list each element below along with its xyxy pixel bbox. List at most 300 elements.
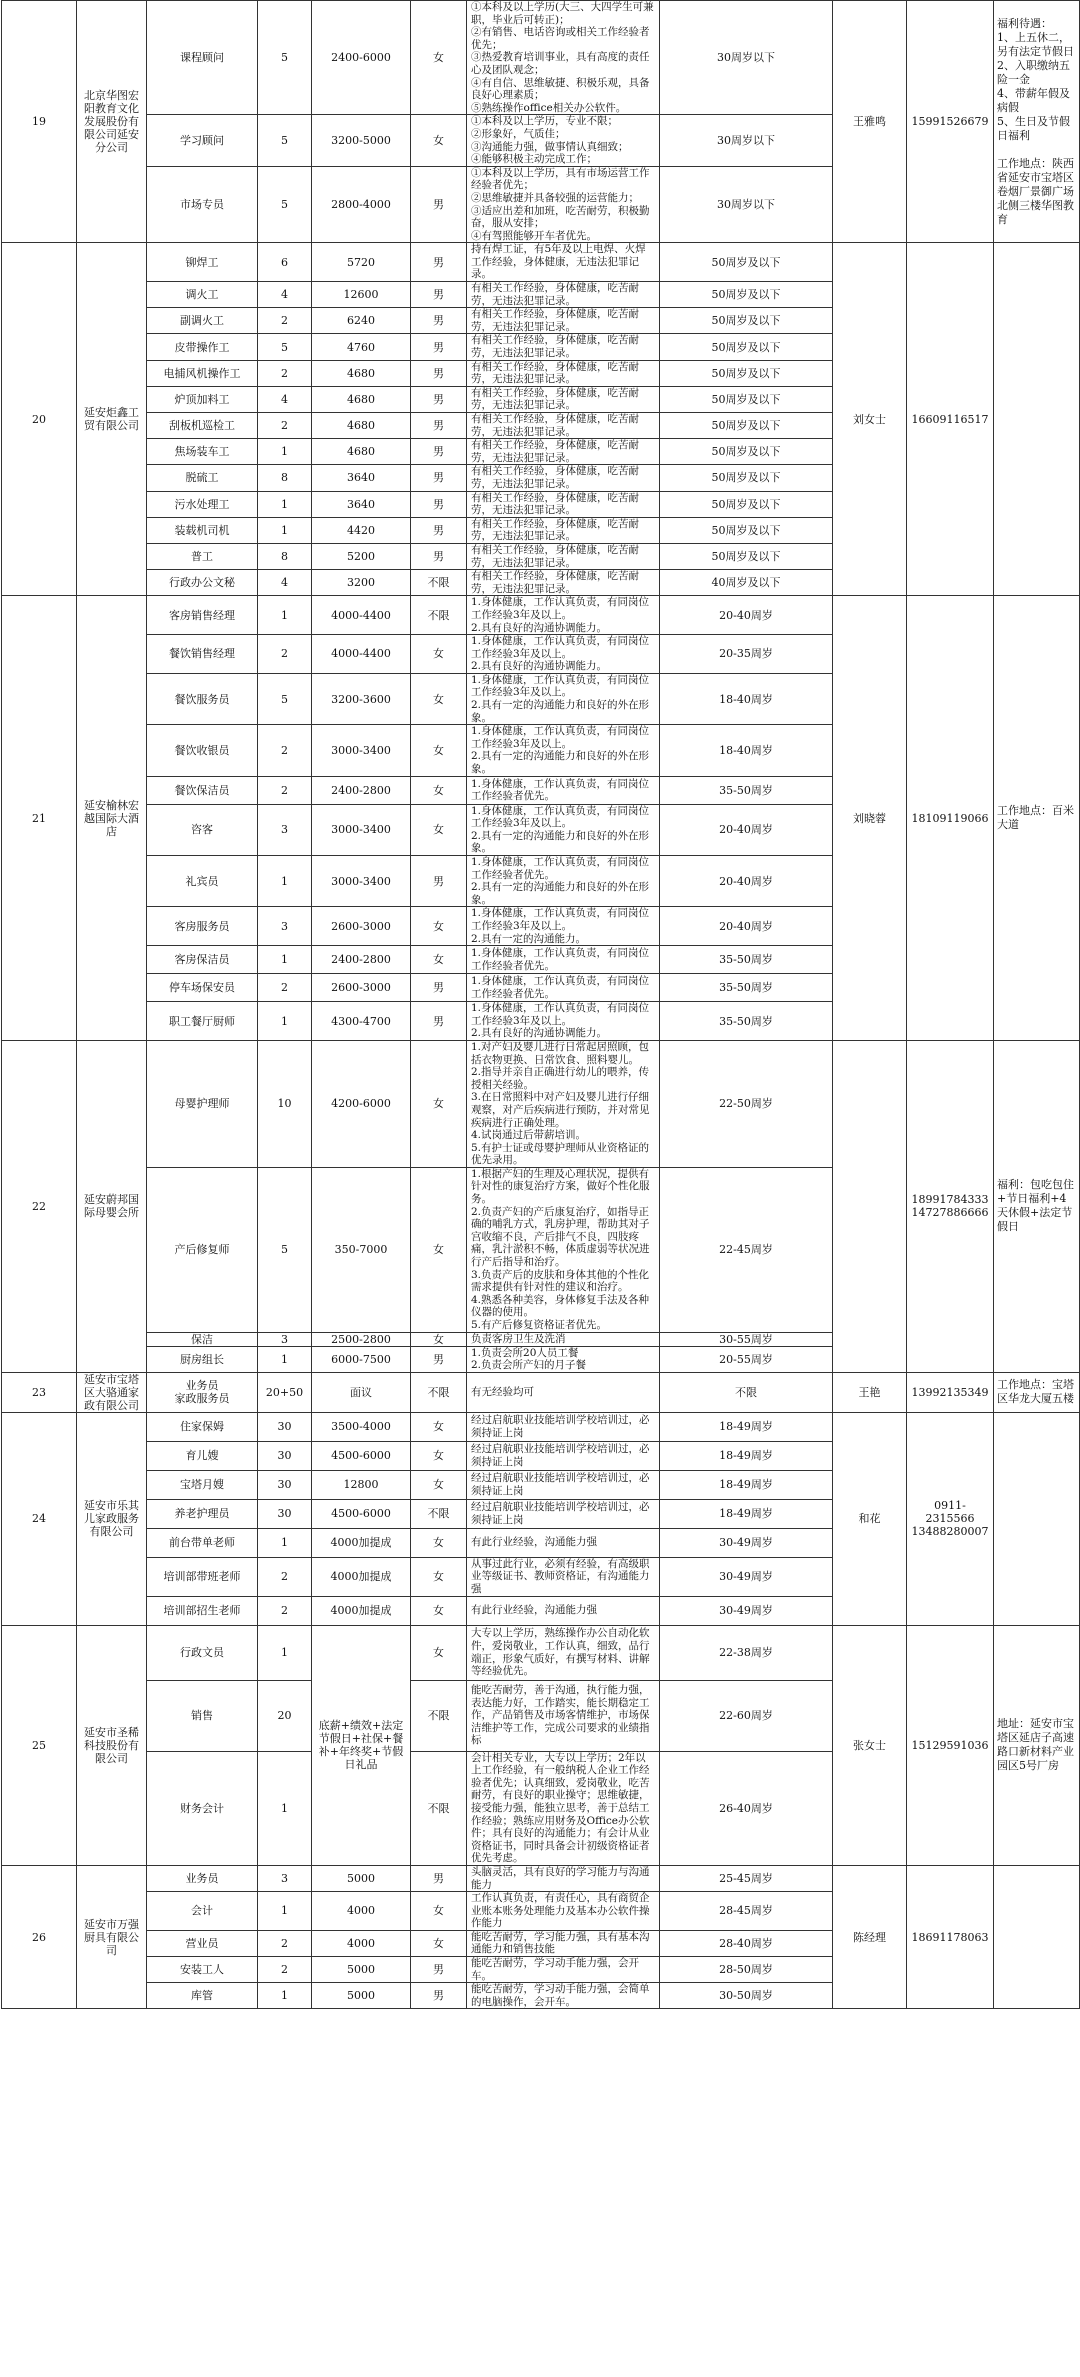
job-gender: 男: [411, 517, 467, 543]
job-title: 咨客: [147, 804, 258, 855]
job-gender: 女: [411, 725, 467, 776]
job-title: 宝塔月嫂: [147, 1470, 258, 1499]
job-salary: 3200: [312, 570, 411, 596]
job-salary: 4680: [312, 386, 411, 412]
job-age: 不限: [660, 1372, 833, 1412]
job-requirements: 有此行业经验，沟通能力强: [467, 1596, 660, 1625]
contact-person: 王艳: [833, 1372, 907, 1412]
job-requirements: 1.负责会所20人员工餐 2.负责会所产妇的月子餐: [467, 1346, 660, 1372]
job-age: 35-50周岁: [660, 974, 833, 1002]
job-title: 行政文员: [147, 1625, 258, 1680]
job-salary: 2600-3000: [312, 974, 411, 1002]
job-salary: 3500-4000: [312, 1412, 411, 1441]
contact-phone: 15991526679: [907, 1, 994, 243]
job-age: 35-50周岁: [660, 1002, 833, 1041]
job-salary: 5200: [312, 543, 411, 569]
job-title: 副调火工: [147, 308, 258, 334]
job-salary: 4300-4700: [312, 1002, 411, 1041]
job-salary: 2800-4000: [312, 166, 411, 243]
job-title: 电捕风机操作工: [147, 360, 258, 386]
job-requirements: 大专以上学历，熟练操作办公自动化软件，爱岗敬业，工作认真，细致，品行端正，形象气质好，有撰写材料、讲解等经验优先。: [467, 1625, 660, 1680]
job-requirements: 从事过此行业，必须有经验，有高级职业等级证书、教师资格证，有沟通能力强: [467, 1557, 660, 1596]
job-salary: 4760: [312, 334, 411, 360]
job-salary: 2400-2800: [312, 946, 411, 974]
job-requirements: 经过启航职业技能培训学校培训过，必须持证上岗: [467, 1470, 660, 1499]
job-salary: 5000: [312, 1983, 411, 2009]
job-requirements: 有相关工作经验，身体健康，吃苦耐劳，无违法犯罪记录。: [467, 386, 660, 412]
job-count: 3: [258, 907, 312, 946]
job-title: 餐饮收银员: [147, 725, 258, 776]
job-salary: 4000加提成: [312, 1596, 411, 1625]
job-count: 1: [258, 1346, 312, 1372]
job-requirements: 1.身体健康，工作认真负责，有同岗位工作经验3年及以上。 2.具有良好的沟通协调能力。: [467, 596, 660, 635]
remark: 工作地点：宝塔区华龙大厦五楼: [994, 1372, 1080, 1412]
job-age: 50周岁及以下: [660, 308, 833, 334]
job-title: 调火工: [147, 282, 258, 308]
job-count: 5: [258, 1167, 312, 1332]
table-row: [2, 243, 1080, 282]
job-age: 28-40周岁: [660, 1930, 833, 1956]
job-count: 1: [258, 1751, 312, 1865]
job-requirements: 有相关工作经验，身体健康，吃苦耐劳，无违法犯罪记录。: [467, 439, 660, 465]
job-title: 培训部带班老师: [147, 1557, 258, 1596]
job-count: 2: [258, 974, 312, 1002]
company-name: 延安市圣稀科技股份有限公司: [77, 1625, 147, 1865]
job-title: 刮板机巡检工: [147, 413, 258, 439]
job-salary: 3000-3400: [312, 725, 411, 776]
contact-phone: 13992135349: [907, 1372, 994, 1412]
row-number: 26: [2, 1865, 77, 2009]
job-age: 20-40周岁: [660, 596, 833, 635]
job-count: 2: [258, 360, 312, 386]
contact-phone: 18991784333 14727886666: [907, 1040, 994, 1372]
job-gender: 女: [411, 1, 467, 115]
company-name: 延安榆林宏越国际大酒店: [77, 596, 147, 1041]
job-title: 客房销售经理: [147, 596, 258, 635]
job-gender: 女: [411, 1625, 467, 1680]
job-title: 行政办公文秘: [147, 570, 258, 596]
job-count: 2: [258, 1930, 312, 1956]
job-requirements: 1.身体健康，工作认真负责，有同岗位工作经验3年及以上。 2.具有一定的沟通能力和良好的外在形象。: [467, 804, 660, 855]
job-count: 5: [258, 115, 312, 166]
job-title: 市场专员: [147, 166, 258, 243]
contact-person: [833, 1040, 907, 1372]
job-salary: 3640: [312, 491, 411, 517]
job-gender: 女: [411, 1528, 467, 1557]
job-gender: 女: [411, 1557, 467, 1596]
job-age: 20-35周岁: [660, 635, 833, 674]
job-count: 1: [258, 491, 312, 517]
job-age: 25-45周岁: [660, 1865, 833, 1891]
remark: [994, 1412, 1080, 1625]
job-requirements: 有相关工作经验，身体健康，吃苦耐劳，无违法犯罪记录。: [467, 570, 660, 596]
job-salary: 350-7000: [312, 1167, 411, 1332]
remark: [994, 1865, 1080, 2009]
job-title: 皮带操作工: [147, 334, 258, 360]
job-age: 50周岁及以下: [660, 243, 833, 282]
job-age: 50周岁及以下: [660, 386, 833, 412]
job-gender: 女: [411, 946, 467, 974]
job-requirements: 工作认真负责，有责任心，具有商贸企业账本账务处理能力及基本办公软件操作能力: [467, 1892, 660, 1931]
job-age: 30周岁以下: [660, 115, 833, 166]
job-salary: 12600: [312, 282, 411, 308]
job-title: 育儿嫂: [147, 1441, 258, 1470]
job-count: 4: [258, 386, 312, 412]
job-gender: 女: [411, 804, 467, 855]
job-requirements: ①本科及以上学历，专业不限； ②形象好，气质佳； ③沟通能力强，做事情认真细致； ④能够积极主动完成工作；: [467, 115, 660, 166]
job-salary: 2400-6000: [312, 1, 411, 115]
recruitment-table: [1, 0, 1080, 2009]
job-gender: 女: [411, 776, 467, 804]
job-requirements: 1.身体健康，工作认真负责，有同岗位工作经验者优先。: [467, 974, 660, 1002]
job-salary: 4200-6000: [312, 1040, 411, 1167]
job-title: 厨房组长: [147, 1346, 258, 1372]
job-age: 18-49周岁: [660, 1470, 833, 1499]
job-title: 前台带单老师: [147, 1528, 258, 1557]
job-count: 4: [258, 570, 312, 596]
company-name: 延安市乐其儿家政服务有限公司: [77, 1412, 147, 1625]
job-gender: 男: [411, 282, 467, 308]
company-name: 延安市宝塔区大骆通家政有限公司: [77, 1372, 147, 1412]
job-count: 1: [258, 1528, 312, 1557]
job-age: 18-49周岁: [660, 1441, 833, 1470]
job-requirements: 1.身体健康，工作认真负责，有同岗位工作经验3年及以上。 2.具有良好的沟通协调能力。: [467, 1002, 660, 1041]
job-requirements: 经过启航职业技能培训学校培训过，必须持证上岗: [467, 1412, 660, 1441]
job-gender: 女: [411, 115, 467, 166]
job-requirements: 负责客房卫生及洗消: [467, 1332, 660, 1346]
job-count: 5: [258, 166, 312, 243]
job-count: 2: [258, 1557, 312, 1596]
job-title: 客房保洁员: [147, 946, 258, 974]
job-title: 装载机司机: [147, 517, 258, 543]
job-title: 职工餐厅厨师: [147, 1002, 258, 1041]
job-title: 铆焊工: [147, 243, 258, 282]
job-salary: 3000-3400: [312, 856, 411, 907]
job-count: 1: [258, 1983, 312, 2009]
job-title: 餐饮服务员: [147, 673, 258, 724]
job-age: 35-50周岁: [660, 776, 833, 804]
job-requirements: 有此行业经验，沟通能力强: [467, 1528, 660, 1557]
job-age: 22-50周岁: [660, 1040, 833, 1167]
job-title: 库管: [147, 1983, 258, 2009]
job-requirements: 1.根据产妇的生理及心理状况，提供有针对性的康复治疗方案，做好个性化服务。 2.负责产妇的产后康复治疗，如指导正确的哺乳方式，乳房护理，帮助其对子宫收缩不良，产后排气不良，四肢疼痛，乳汁淤积不畅，体质虚弱等状况进行产后指导和治疗。 3.负责产后的皮肤和身体其他的个性化需求提供有针对性的建议和治疗。 4.熟悉各种美容，身体修复手法及各种仪器的使用。 5.有产后修复资格证者优先。: [467, 1167, 660, 1332]
contact-phone: 15129591036: [907, 1625, 994, 1865]
job-title: 财务会计: [147, 1751, 258, 1865]
job-count: 30: [258, 1470, 312, 1499]
job-salary: 4680: [312, 360, 411, 386]
job-salary: 3200-5000: [312, 115, 411, 166]
job-age: 50周岁及以下: [660, 282, 833, 308]
job-salary: 6000-7500: [312, 1346, 411, 1372]
job-title: 母婴护理师: [147, 1040, 258, 1167]
job-age: 50周岁及以下: [660, 465, 833, 491]
table-row: [2, 1372, 1080, 1412]
job-age: 20-55周岁: [660, 1346, 833, 1372]
remark: 地址：延安市宝塔区延店子高速路口新材料产业园区5号厂房: [994, 1625, 1080, 1865]
job-requirements: 1.身体健康，工作认真负责，有同岗位工作经验者优先。: [467, 776, 660, 804]
job-requirements: 1.身体健康，工作认真负责，有同岗位工作经验者优先。: [467, 946, 660, 974]
contact-person: 王雅鸣: [833, 1, 907, 243]
job-gender: 男: [411, 856, 467, 907]
job-age: 50周岁及以下: [660, 413, 833, 439]
job-count: 8: [258, 465, 312, 491]
job-count: 6: [258, 243, 312, 282]
job-salary: 3000-3400: [312, 804, 411, 855]
job-age: 22-38周岁: [660, 1625, 833, 1680]
job-count: 4: [258, 282, 312, 308]
job-gender: 女: [411, 635, 467, 674]
job-age: 30周岁以下: [660, 1, 833, 115]
job-gender: 男: [411, 360, 467, 386]
row-number: 20: [2, 243, 77, 596]
job-title: 学习顾问: [147, 115, 258, 166]
job-requirements: 有相关工作经验，身体健康，吃苦耐劳，无违法犯罪记录。: [467, 413, 660, 439]
job-count: 1: [258, 1625, 312, 1680]
job-age: 50周岁及以下: [660, 517, 833, 543]
job-requirements: ①本科及以上学历，具有市场运营工作经验者优先； ②思维敏捷并具备较强的运营能力； ③适应出差和加班，吃苦耐劳，积极勤奋，服从安排； ④有驾照能够开车者优先。: [467, 166, 660, 243]
job-title: 销售: [147, 1680, 258, 1751]
job-count: 20+50: [258, 1372, 312, 1412]
remark: [994, 243, 1080, 596]
job-salary: 6240: [312, 308, 411, 334]
job-gender: 不限: [411, 1751, 467, 1865]
company-name: 延安市万强厨具有限公司: [77, 1865, 147, 2009]
job-requirements: 能吃苦耐劳，善于沟通，执行能力强，表达能力好，工作踏实，能长期稳定工作，产品销售及市场客情维护，市场保洁维护等工作，完成公司要求的业绩指标: [467, 1680, 660, 1751]
job-title: 保洁: [147, 1332, 258, 1346]
job-salary: 4000-4400: [312, 596, 411, 635]
job-title: 普工: [147, 543, 258, 569]
job-count: 30: [258, 1499, 312, 1528]
job-title: 炉顶加料工: [147, 386, 258, 412]
job-gender: 女: [411, 1470, 467, 1499]
job-title: 脱硫工: [147, 465, 258, 491]
job-salary: 4500-6000: [312, 1499, 411, 1528]
job-gender: 男: [411, 386, 467, 412]
row-number: 25: [2, 1625, 77, 1865]
job-gender: 不限: [411, 596, 467, 635]
job-gender: 女: [411, 1441, 467, 1470]
job-title: 安装工人: [147, 1957, 258, 1983]
job-requirements: 有相关工作经验，身体健康，吃苦耐劳，无违法犯罪记录。: [467, 517, 660, 543]
job-salary: 4500-6000: [312, 1441, 411, 1470]
job-age: 50周岁及以下: [660, 360, 833, 386]
job-count: 2: [258, 308, 312, 334]
job-gender: 女: [411, 1596, 467, 1625]
job-salary: 4420: [312, 517, 411, 543]
job-title: 业务员 家政服务员: [147, 1372, 258, 1412]
job-salary: 12800: [312, 1470, 411, 1499]
remark: 福利待遇： 1、上五休二，另有法定节假日 2、入职缴纳五险一金 4、带薪年假及病假 5、生日及节假日福利 工作地点：陕西省延安市宝塔区卷烟厂景御广场北侧三楼华图教育: [994, 1, 1080, 243]
job-age: 50周岁及以下: [660, 543, 833, 569]
job-requirements: 能吃苦耐劳，学习动手能力强，会开车。: [467, 1957, 660, 1983]
contact-person: 刘晓蓉: [833, 596, 907, 1041]
job-age: 30周岁以下: [660, 166, 833, 243]
job-title: 养老护理员: [147, 1499, 258, 1528]
job-gender: 男: [411, 465, 467, 491]
job-count: 20: [258, 1680, 312, 1751]
job-requirements: 有相关工作经验，身体健康，吃苦耐劳，无违法犯罪记录。: [467, 543, 660, 569]
job-count: 2: [258, 413, 312, 439]
contact-person: 刘女士: [833, 243, 907, 596]
job-requirements: 会计相关专业，大专以上学历；2年以上工作经验，有一般纳税人企业工作经验者优先；认真细致，爱岗敬业，吃苦耐劳，有良好的职业操守；思维敏捷，接受能力强，能独立思考，善于总结工作经验；熟练应用财务及Office办公软件；具有良好的沟通能力；有会计从业资格证书，同时具备会计初级资格证者优先考虑。: [467, 1751, 660, 1865]
job-title: 业务员: [147, 1865, 258, 1891]
job-age: 20-40周岁: [660, 856, 833, 907]
job-count: 1: [258, 596, 312, 635]
row-number: 21: [2, 596, 77, 1041]
job-gender: 男: [411, 491, 467, 517]
job-age: 18-49周岁: [660, 1412, 833, 1441]
job-gender: 男: [411, 1957, 467, 1983]
job-count: 2: [258, 776, 312, 804]
table-row: [2, 1412, 1080, 1441]
job-title: 住家保姆: [147, 1412, 258, 1441]
contact-phone: 18109119066: [907, 596, 994, 1041]
job-salary: 5000: [312, 1957, 411, 1983]
job-title: 停车场保安员: [147, 974, 258, 1002]
table-row: [2, 596, 1080, 635]
job-title: 污水处理工: [147, 491, 258, 517]
row-number: 22: [2, 1040, 77, 1372]
contact-phone: 0911-2315566 13488280007: [907, 1412, 994, 1625]
job-requirements: 经过启航职业技能培训学校培训过，必须持证上岗: [467, 1499, 660, 1528]
job-age: 28-45周岁: [660, 1892, 833, 1931]
job-count: 5: [258, 334, 312, 360]
remark: 工作地点：百米大道: [994, 596, 1080, 1041]
job-gender: 男: [411, 166, 467, 243]
job-requirements: 1.对产妇及婴儿进行日常起居照顾，包括衣物更换、日常饮食、照料婴儿。 2.指导并亲自正确进行幼儿的喂养，传授相关经验。 3.在日常照料中对产妇及婴儿进行仔细观察，对产后疾病进行预防，并对常见疾病进行正确处理。 4.试岗通过后带薪培训。 5.有护士证或母婴护理师从业资格证的优先录用。: [467, 1040, 660, 1167]
job-count: 5: [258, 673, 312, 724]
job-gender: 男: [411, 1865, 467, 1891]
job-requirements: 1.身体健康，工作认真负责，有同岗位工作经验3年及以上。 2.具有一定的沟通能力和良好的外在形象。: [467, 725, 660, 776]
job-title: 礼宾员: [147, 856, 258, 907]
job-title: 产后修复师: [147, 1167, 258, 1332]
job-gender: 女: [411, 1930, 467, 1956]
job-gender: 男: [411, 243, 467, 282]
job-requirements: 1.身体健康，工作认真负责，有同岗位工作经验3年及以上。 2.具有一定的沟通能力。: [467, 907, 660, 946]
contact-person: 张女士: [833, 1625, 907, 1865]
remark: 福利：包吃包住+节日福利+4天休假+法定节假日: [994, 1040, 1080, 1372]
job-age: 22-60周岁: [660, 1680, 833, 1751]
job-salary: 3200-3600: [312, 673, 411, 724]
job-gender: 男: [411, 1002, 467, 1041]
job-age: 18-40周岁: [660, 673, 833, 724]
job-age: 50周岁及以下: [660, 439, 833, 465]
job-count: 1: [258, 946, 312, 974]
job-age: 30-49周岁: [660, 1528, 833, 1557]
job-gender: 男: [411, 1983, 467, 2009]
job-age: 30-49周岁: [660, 1557, 833, 1596]
job-requirements: 头脑灵活，具有良好的学习能力与沟通能力: [467, 1865, 660, 1891]
row-number: 24: [2, 1412, 77, 1625]
job-count: 1: [258, 1892, 312, 1931]
job-age: 18-40周岁: [660, 725, 833, 776]
job-salary: 4680: [312, 439, 411, 465]
job-salary: 2500-2800: [312, 1332, 411, 1346]
job-title: 营业员: [147, 1930, 258, 1956]
job-requirements: 1.身体健康，工作认真负责，有同岗位工作经验3年及以上。 2.具有良好的沟通协调能力。: [467, 635, 660, 674]
job-gender: 不限: [411, 1680, 467, 1751]
job-salary: 底薪+绩效+法定节假日+社保+餐补+年终奖+节假日礼品: [312, 1625, 411, 1865]
contact-person: 陈经理: [833, 1865, 907, 2009]
job-count: 3: [258, 1865, 312, 1891]
job-title: 课程顾问: [147, 1, 258, 115]
job-salary: 4000加提成: [312, 1528, 411, 1557]
job-requirements: 能吃苦耐劳，学习能力强，具有基本沟通能力和销售技能: [467, 1930, 660, 1956]
job-gender: 不限: [411, 570, 467, 596]
job-age: 50周岁及以下: [660, 334, 833, 360]
company-name: 延安蔚邦国际母婴会所: [77, 1040, 147, 1372]
job-gender: 男: [411, 334, 467, 360]
job-gender: 女: [411, 907, 467, 946]
job-gender: 不限: [411, 1499, 467, 1528]
job-gender: 不限: [411, 1372, 467, 1412]
job-count: 10: [258, 1040, 312, 1167]
job-age: 28-50周岁: [660, 1957, 833, 1983]
job-count: 1: [258, 856, 312, 907]
job-requirements: 1.身体健康，工作认真负责，有同岗位工作经验者优先。 2.具有一定的沟通能力和良好的外在形象。: [467, 856, 660, 907]
table-row: [2, 1865, 1080, 1891]
job-gender: 男: [411, 1346, 467, 1372]
job-requirements: 能吃苦耐劳，学习动手能力强，会简单的电脑操作，会开车。: [467, 1983, 660, 2009]
job-requirements: ①本科及以上学历(大三、大四学生可兼职，毕业后可转正)； ②有销售、电话咨询或相关工作经验者优先； ③热爱教育培训事业，具有高度的责任心及团队观念； ④有自信、思维敏捷、积极乐观，具备良好心理素质； ⑤熟练操作office相关办公软件。: [467, 1, 660, 115]
job-age: 50周岁及以下: [660, 491, 833, 517]
job-gender: 女: [411, 1892, 467, 1931]
job-title: 客房服务员: [147, 907, 258, 946]
job-title: 培训部招生老师: [147, 1596, 258, 1625]
job-gender: 女: [411, 1332, 467, 1346]
job-count: 1: [258, 439, 312, 465]
job-title: 餐饮保洁员: [147, 776, 258, 804]
job-salary: 5000: [312, 1865, 411, 1891]
job-count: 8: [258, 543, 312, 569]
job-gender: 男: [411, 974, 467, 1002]
job-gender: 男: [411, 543, 467, 569]
job-count: 2: [258, 1596, 312, 1625]
job-gender: 男: [411, 413, 467, 439]
job-count: 5: [258, 1, 312, 115]
job-age: 22-45周岁: [660, 1167, 833, 1332]
job-title: 焦场装车工: [147, 439, 258, 465]
table-row: [2, 1625, 1080, 1680]
job-count: 2: [258, 1957, 312, 1983]
table-row: [2, 1, 1080, 115]
contact-phone: 18691178063: [907, 1865, 994, 2009]
job-salary: 4000加提成: [312, 1557, 411, 1596]
job-title: 会计: [147, 1892, 258, 1931]
job-salary: 面议: [312, 1372, 411, 1412]
job-age: 30-50周岁: [660, 1983, 833, 2009]
job-age: 30-55周岁: [660, 1332, 833, 1346]
job-requirements: 持有焊工证，有5年及以上电焊、火焊工作经验，身体健康，无违法犯罪记录。: [467, 243, 660, 282]
job-salary: 3640: [312, 465, 411, 491]
job-gender: 男: [411, 439, 467, 465]
job-gender: 女: [411, 1167, 467, 1332]
job-requirements: 有无经验均可: [467, 1372, 660, 1412]
job-count: 1: [258, 517, 312, 543]
table-row: [2, 1040, 1080, 1167]
job-age: 30-49周岁: [660, 1596, 833, 1625]
job-salary: 4000: [312, 1892, 411, 1931]
job-requirements: 有相关工作经验，身体健康，吃苦耐劳，无违法犯罪记录。: [467, 465, 660, 491]
job-salary: 5720: [312, 243, 411, 282]
job-age: 26-40周岁: [660, 1751, 833, 1865]
job-age: 35-50周岁: [660, 946, 833, 974]
job-salary: 2600-3000: [312, 907, 411, 946]
job-age: 18-49周岁: [660, 1499, 833, 1528]
job-requirements: 有相关工作经验，身体健康，吃苦耐劳，无违法犯罪记录。: [467, 308, 660, 334]
row-number: 19: [2, 1, 77, 243]
recruitment-table-body: [2, 1, 1080, 2009]
